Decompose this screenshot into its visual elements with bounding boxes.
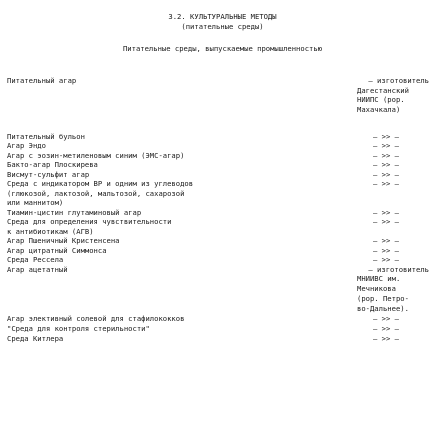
medium-name: Питательный агар <box>7 76 77 85</box>
manufacturer: – изготовитель <box>368 265 429 274</box>
medium-name: Агар Пшеничный Кристенсена <box>7 236 120 245</box>
medium-name: Висмут-сульфит агар <box>7 170 90 179</box>
medium-name: Среда Китлера <box>7 334 64 343</box>
table-row <box>7 141 437 150</box>
ditto-mark: – >> – <box>373 246 399 255</box>
ditto-mark: – >> – <box>373 160 399 169</box>
manufacturer: Мечникова <box>357 284 396 293</box>
medium-name: Агар элективный солевой для стафилококков <box>7 314 185 323</box>
manufacturer: НИИПС (рор. <box>357 95 405 104</box>
ditto-mark: – >> – <box>373 236 399 245</box>
medium-name: Агар с эозин-метиленовым синим (ЭМС-агар) <box>7 151 185 160</box>
ditto-mark: – >> – <box>373 151 399 160</box>
medium-name: Бакто-агар Плоскирева <box>7 160 98 169</box>
table-row <box>7 246 437 255</box>
table-row <box>7 105 437 114</box>
ditto-mark: – >> – <box>373 255 399 264</box>
table-row <box>7 160 437 169</box>
table-row <box>7 179 437 188</box>
medium-name: Агар Эндо <box>7 141 46 150</box>
table-row <box>7 314 437 323</box>
manufacturer: Махачкала) <box>357 105 401 114</box>
ditto-mark: – >> – <box>373 179 399 188</box>
ditto-mark: – >> – <box>373 170 399 179</box>
table-row <box>7 217 437 226</box>
medium-name: к антибиотикам (АГВ) <box>7 227 94 236</box>
section-subtitle: (питательные среды) <box>181 22 264 31</box>
table-row <box>7 132 437 141</box>
table-row <box>7 265 437 274</box>
ditto-mark: – >> – <box>373 334 399 343</box>
ditto-mark: – >> – <box>373 141 399 150</box>
ditto-mark: – >> – <box>373 132 399 141</box>
table-row <box>7 294 437 303</box>
ditto-mark: – >> – <box>373 314 399 323</box>
manufacturer: (рор. Петро- <box>357 294 409 303</box>
manufacturer: – изготовитель <box>368 76 429 85</box>
medium-name: Среда для определения чувствительности <box>7 217 172 226</box>
medium-name: "Среда для контроля стерильности" <box>7 324 150 333</box>
table-row <box>7 198 437 207</box>
manufacturer: во-Дальнее). <box>357 304 409 313</box>
table-row <box>7 304 437 313</box>
table-row <box>7 274 437 283</box>
medium-name: или маннитом) <box>7 198 64 207</box>
medium-name: Тиамин-цистин глутаминовый агар <box>7 208 142 217</box>
table-row <box>7 255 437 264</box>
table-row <box>7 170 437 179</box>
table-row <box>7 227 437 236</box>
table-row <box>7 208 437 217</box>
manufacturer: Дагестанский <box>357 86 409 95</box>
table-row <box>7 95 437 104</box>
table-heading: Питательные среды, выпускаемые промышленностью <box>122 44 323 53</box>
ditto-mark: – >> – <box>373 208 399 217</box>
table-row <box>7 189 437 198</box>
medium-name: Агар цитратный Симмонса <box>7 246 107 255</box>
ditto-mark: – >> – <box>373 324 399 333</box>
table-row <box>7 324 437 333</box>
table-row <box>7 236 437 245</box>
section-title: 3.2. КУЛЬТУРАЛЬНЫЕ МЕТОДЫ <box>168 12 277 21</box>
manufacturer: МНИИВС им. <box>357 274 401 283</box>
medium-name: Питательный бульон <box>7 132 85 141</box>
medium-name: Агар ацетатный <box>7 265 68 274</box>
table-row <box>7 76 437 85</box>
medium-name: Среда Рессела <box>7 255 64 264</box>
medium-name: (глюкозой, лактозой, мальтозой, сахарозой <box>7 189 185 198</box>
table-row <box>7 151 437 160</box>
table-row <box>7 284 437 293</box>
table-row <box>7 86 437 95</box>
table-row <box>7 334 437 343</box>
medium-name: Среда с индикатором ВР и одним из углеводов <box>7 179 194 188</box>
ditto-mark: – >> – <box>373 217 399 226</box>
